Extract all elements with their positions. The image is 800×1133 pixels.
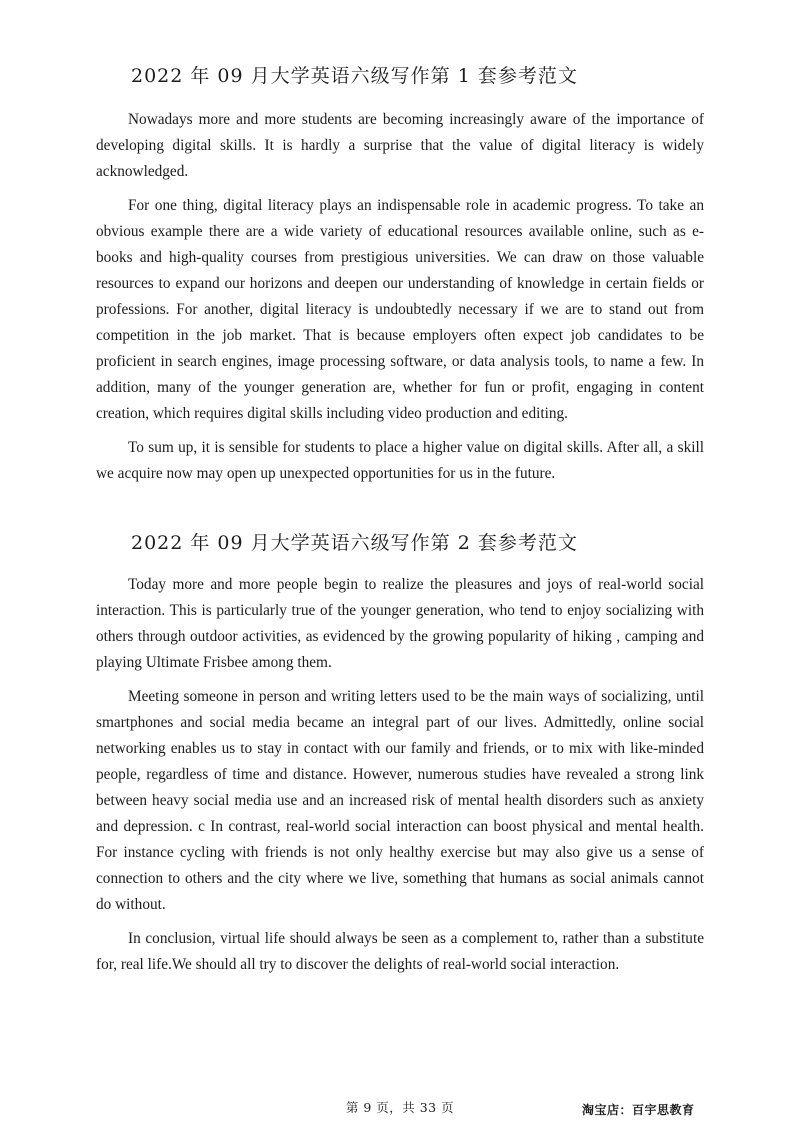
essay-1-paragraph: Nowadays more and more students are becoming increasingly aware of the importance of developing digital skills. It is hardly a surprise that the value of digital literacy is widely acknowledged. xyxy=(96,111,704,180)
essay-2-title: 2022 年 09 月大学英语六级写作第 2 套参考范文 xyxy=(131,532,578,554)
essay-2-paragraph: Meeting someone in person and writing letters used to be the main ways of socializing, until smartphones and social media became an integral part of our lives. Admittedly, online social networking enables us to stay in contact with our family and friends, or to mix with like-minded people, regardless of time and distance. However, numerous studies have revealed a strong link between heavy social media use and an increased risk of mental health disorders such as anxiety and depression. c In contrast, real-world social interaction can boost physical and mental health. For instance cycling with friends is not only healthy exercise but may also give us a sense of connection to others and the city where we live, something that humans as social animals cannot do without. xyxy=(96,688,704,913)
page-indicator: 第 9 页，共 33 页 xyxy=(345,1100,455,1115)
shop-watermark: 淘宝店：百宇思教育 xyxy=(582,1103,695,1117)
essay-2-paragraph: In conclusion, virtual life should always be seen as a complement to, rather than a substitute for, real life.We should all try to discover the delights of real-world social interaction. xyxy=(96,930,704,973)
essay-2-body xyxy=(96,572,704,986)
essay-1-paragraph: For one thing, digital literacy plays an indispensable role in academic progress. To take an obvious example there are a wide variety of educational resources available online, such as e-books and high-quality courses from prestigious universities. We can draw on those valuable resources to expand our horizons and deepen our understanding of knowledge in certain fields or professions. For another, digital literacy is undoubtedly necessary if we are to stand out from competition in the job market. That is because employers often expect job candidates to be proficient in search engines, image processing software, or data analysis tools, to name a few. In addition, many of the younger generation are, whether for fun or profit, engaging in content creation, which requires digital skills including video production and editing. xyxy=(96,197,704,422)
essay-2-paragraph: Today more and more people begin to realize the pleasures and joys of real-world social interaction. This is particularly true of the younger generation, who tend to enjoy socializing with others through outdoor activities, as evidenced by the growing popularity of hiking , camping and playing Ultimate Frisbee among them. xyxy=(96,576,704,671)
essay-1-title: 2022 年 09 月大学英语六级写作第 1 套参考范文 xyxy=(131,65,578,87)
essay-1-paragraph: To sum up, it is sensible for students to place a higher value on digital skills. After all, a skill we acquire now may open up unexpected opportunities for us in the future. xyxy=(96,439,704,482)
essay-1-body xyxy=(96,107,704,495)
